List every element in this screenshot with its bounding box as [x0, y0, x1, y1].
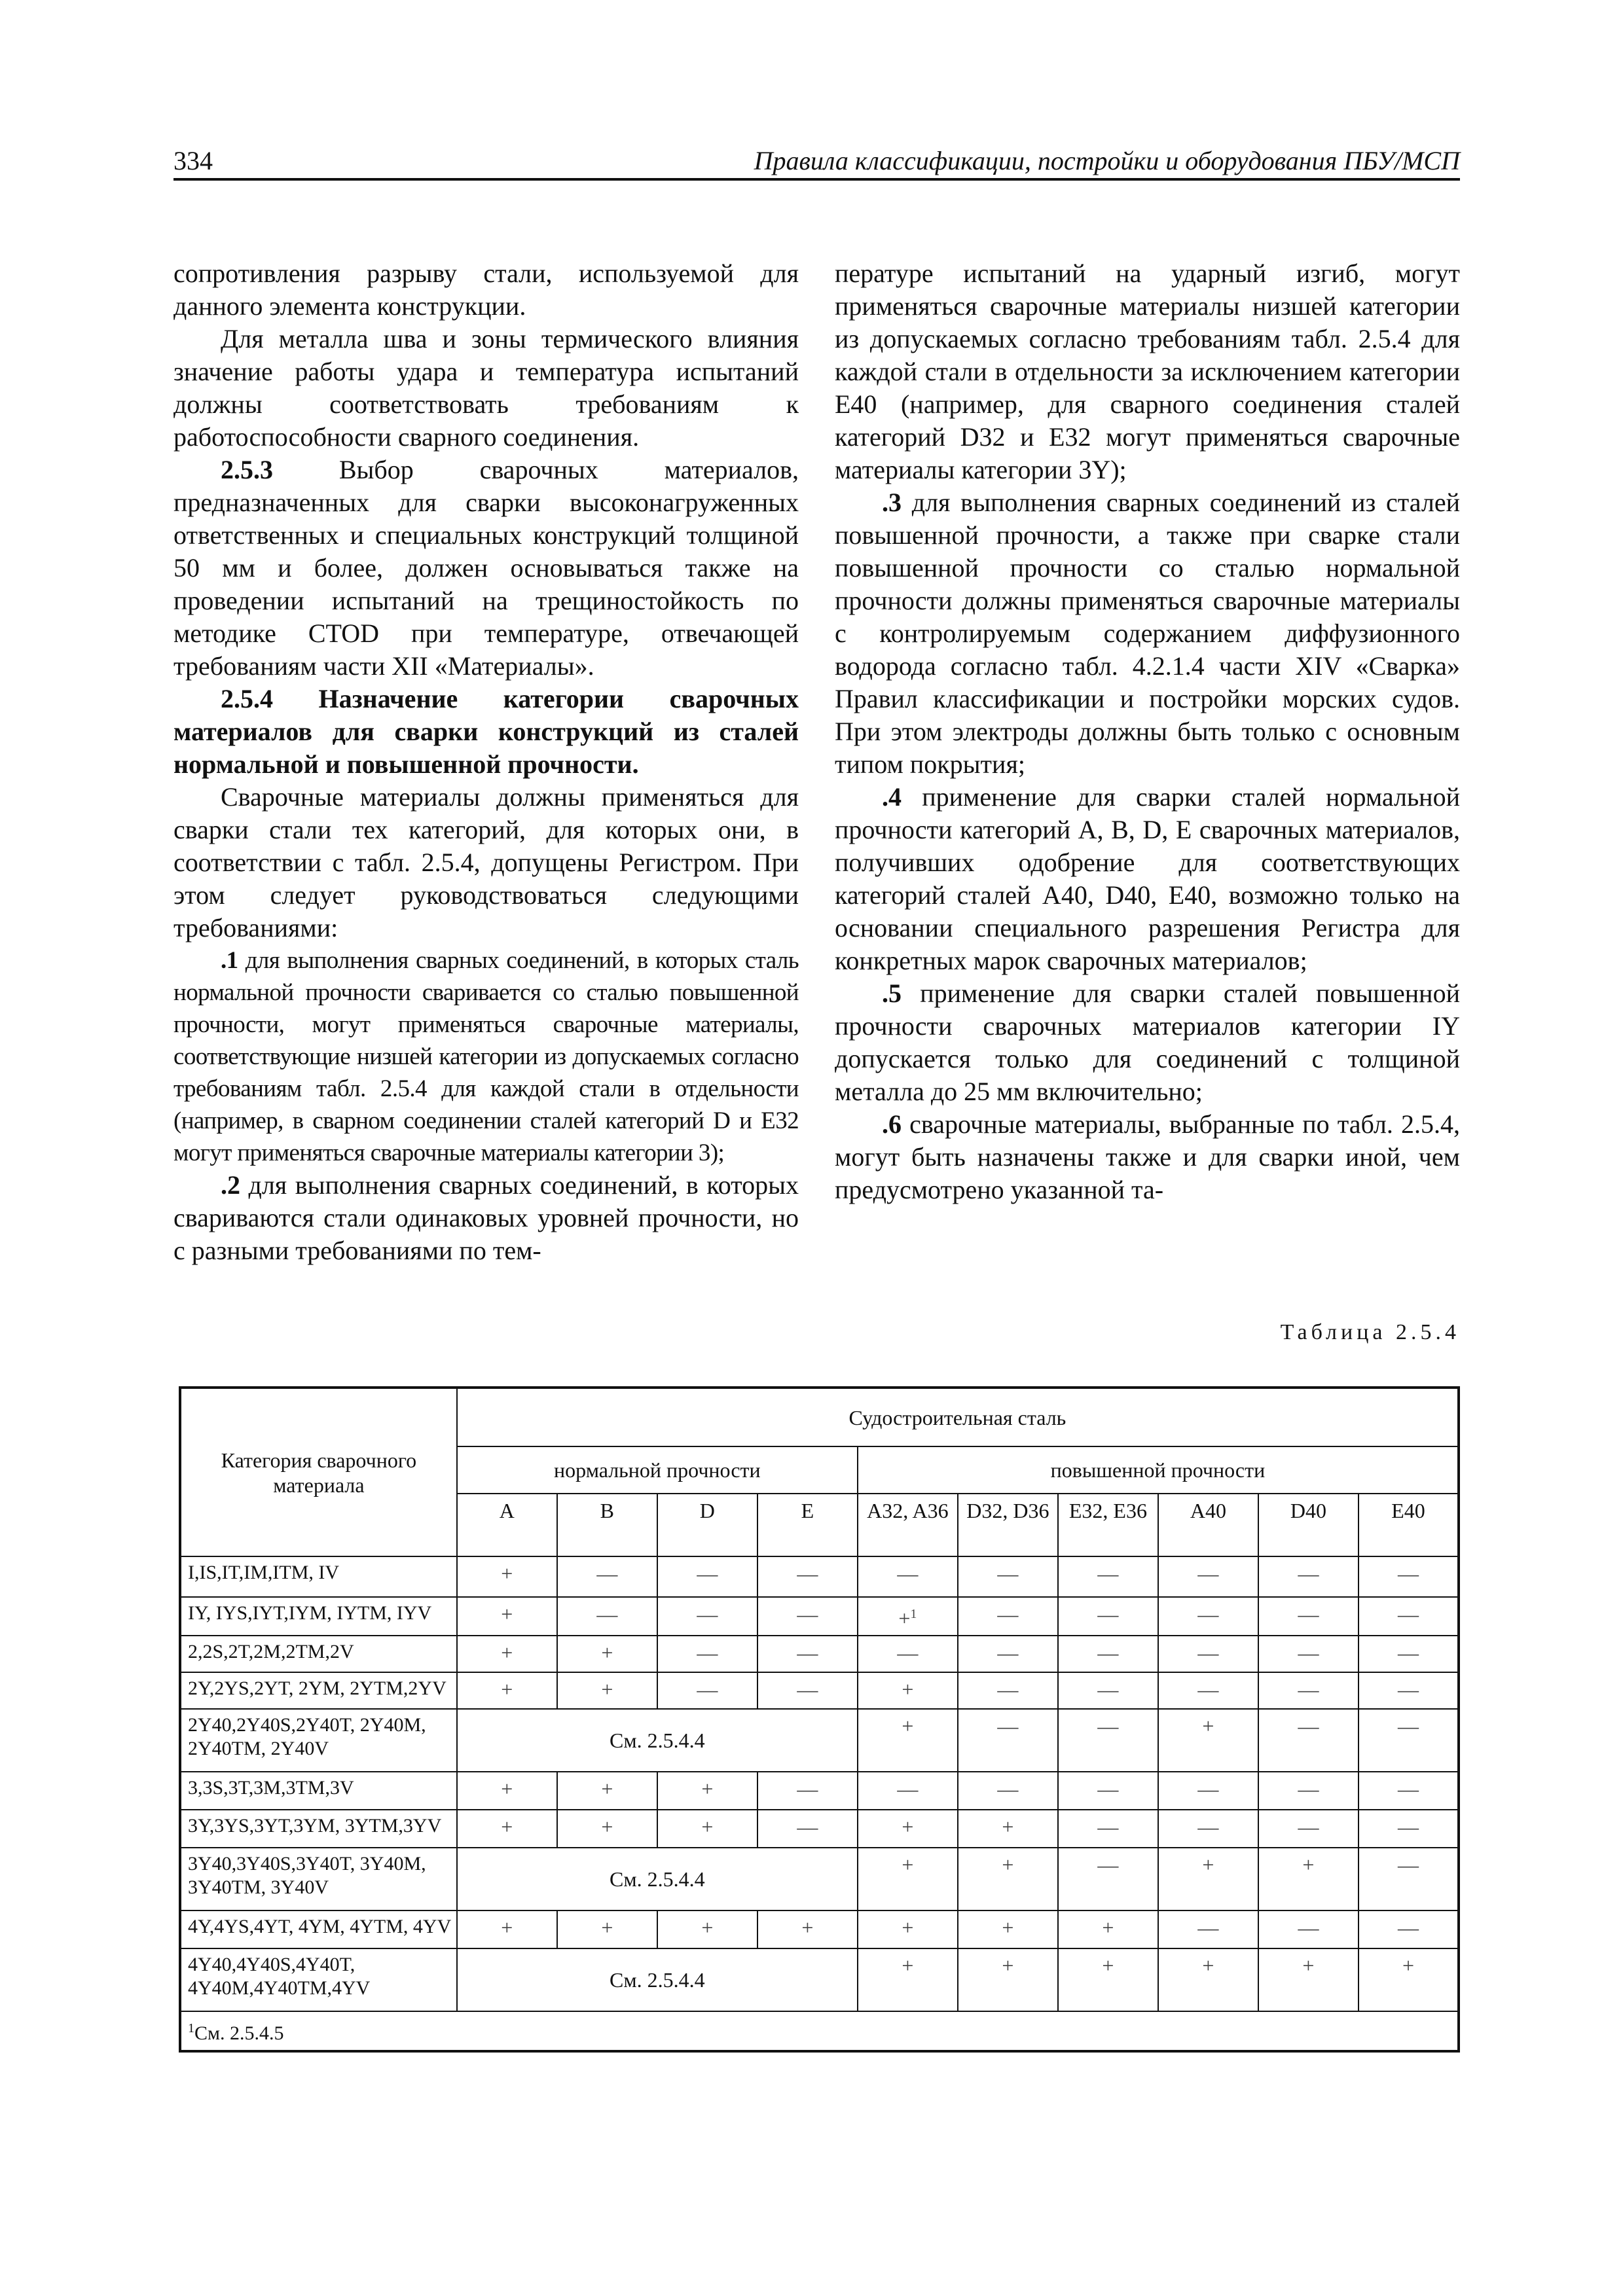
approval-cell: + — [858, 1810, 958, 1848]
group-header-shipbuilding-steel: Судостроительная сталь — [457, 1388, 1459, 1446]
approval-cell: — — [657, 1672, 757, 1709]
approval-cell: + — [858, 1910, 958, 1948]
approval-cell: — — [958, 1636, 1058, 1672]
approval-cell: — — [858, 1636, 958, 1672]
steel-column-header: E — [757, 1494, 858, 1556]
item-number: .2 — [221, 1170, 240, 1200]
table-row — [180, 1709, 1459, 1772]
paragraph-item-1: .1 для выполнения сварных соединений, в которых сталь нормальной прочности сваривается со сталью повышенной прочности, могут применяться сварочные материалы, соответствующие низшей категории из допускаемых согласно требованиям табл. 2.5.4 для каждой стали в отдельности (например, в сварном соединении сталей категорий D и E32 могут применяться сварочные материалы категории 3); — [173, 947, 799, 1166]
approval-cell: + — [757, 1910, 858, 1948]
paragraph: сопротивления разрыву стали, используемой для данного элемента конструкции. — [173, 259, 799, 321]
approval-cell: + — [457, 1672, 557, 1709]
item-number: .5 — [882, 978, 902, 1008]
footnote-mark: 1 — [910, 1607, 917, 1621]
approval-cell: — — [1359, 1848, 1459, 1910]
approval-cell: — — [1158, 1910, 1258, 1948]
approval-cell: — — [1058, 1636, 1158, 1672]
table-row — [180, 1948, 1459, 2011]
item-number: .4 — [882, 782, 902, 812]
approval-cell: — — [1258, 1910, 1359, 1948]
item-number: .3 — [882, 488, 902, 517]
approval-cell: + — [958, 1910, 1058, 1948]
approval-cell: — — [958, 1672, 1058, 1709]
approval-cell: + — [958, 1810, 1058, 1848]
paragraph-item-2: .2 для выполнения сварных соединений, в которых свариваются стали одинаковых уровней прочности, но с разными требованиями по тем- — [173, 1170, 799, 1265]
approval-cell: + — [657, 1810, 757, 1848]
group-header-normal-strength: нормальной прочности — [457, 1446, 858, 1494]
approval-cell: + — [657, 1910, 757, 1948]
approval-cell: — — [1359, 1772, 1459, 1810]
approval-cell: + — [958, 1848, 1058, 1910]
approval-cell: + — [1258, 1948, 1359, 2011]
approval-cell: — — [1359, 1636, 1459, 1672]
page-header — [173, 145, 1460, 179]
approval-cell: + — [858, 1948, 958, 2011]
approval-cell: — — [1258, 1597, 1359, 1636]
table-row — [180, 1772, 1459, 1810]
approval-cell: + — [457, 1810, 557, 1848]
approval-cell: — — [1359, 1672, 1459, 1709]
steel-column-header: E40 — [1359, 1494, 1459, 1556]
header-rule — [173, 178, 1460, 181]
column-header-category: Категория сварочного материала — [180, 1388, 457, 1556]
table-row — [180, 1810, 1459, 1848]
approval-cell: — — [557, 1556, 657, 1597]
steel-column-header: A40 — [1158, 1494, 1258, 1556]
approval-cell: — — [1058, 1772, 1158, 1810]
paragraph-item-6: .6 сварочные материалы, выбранные по табл. 2.5.4, могут быть назначены также и для сварки иной, чем предусмотрено указанной та- — [835, 1109, 1460, 1204]
approval-cell: — — [657, 1636, 757, 1672]
welding-category: IY, IYS,IYT,IYM, IYTM, IYV — [180, 1597, 457, 1636]
approval-cell: + — [457, 1910, 557, 1948]
welding-category: 3Y40,3Y40S,3Y40T, 3Y40M, 3Y40TM, 3Y40V — [180, 1848, 457, 1910]
table-row — [180, 1556, 1459, 1597]
approval-cell: + — [958, 1948, 1058, 2011]
approval-cell: + — [1058, 1948, 1158, 2011]
approval-cell: — — [657, 1556, 757, 1597]
approval-cell: — — [1359, 1597, 1459, 1636]
approval-cell: + — [457, 1772, 557, 1810]
approval-cell: + — [557, 1810, 657, 1848]
approval-cell: — — [958, 1597, 1058, 1636]
table-row — [180, 1597, 1459, 1636]
group-header-high-strength: повышенной прочности — [858, 1446, 1459, 1494]
approval-cell: + — [557, 1672, 657, 1709]
approval-cell: — — [1158, 1772, 1258, 1810]
welding-category: 2,2S,2T,2M,2TM,2V — [180, 1636, 457, 1672]
approval-cell: — — [1359, 1709, 1459, 1772]
welding-category: 3Y,3YS,3YT,3YM, 3YTM,3YV — [180, 1810, 457, 1848]
paragraph: Для металла шва и зоны термического влияния значение работы удара и температура испытаний должны соответствовать требованиям к работоспособности сварного соединения. — [173, 324, 799, 452]
approval-cell: — — [958, 1709, 1058, 1772]
approval-cell: + — [1258, 1848, 1359, 1910]
approval-cell: — — [1058, 1672, 1158, 1709]
approval-cell: — — [1258, 1636, 1359, 1672]
item-number: .1 — [221, 947, 238, 974]
see-reference: См. 2.5.4.4 — [457, 1948, 858, 2011]
approval-cell: — — [757, 1672, 858, 1709]
section-heading: 2.5.4 Назначение категории сварочных материалов для сварки конструкций из сталей нормальной и повышенной прочности. — [173, 684, 799, 779]
approval-cell: — — [1058, 1810, 1158, 1848]
approval-cell: — — [1158, 1810, 1258, 1848]
approval-cell: — — [757, 1597, 858, 1636]
paragraph: Сварочные материалы должны применяться для сварки стали тех категорий, для которых они, в соответствии с табл. 2.5.4, допущены Регистром. При этом следует руководствоваться следующими требованиями: — [173, 782, 799, 942]
item-number: .6 — [882, 1109, 902, 1139]
welding-category: 4Y40,4Y40S,4Y40T, 4Y40M,4Y40TM,4YV — [180, 1948, 457, 2011]
steel-column-header: A — [457, 1494, 557, 1556]
welding-category: 2Y40,2Y40S,2Y40T, 2Y40M, 2Y40TM, 2Y40V — [180, 1709, 457, 1772]
approval-cell: — — [1058, 1709, 1158, 1772]
approval-cell: — — [858, 1772, 958, 1810]
steel-column-header: D40 — [1258, 1494, 1359, 1556]
approval-cell: — — [1258, 1810, 1359, 1848]
clause-number: 2.5.3 — [221, 455, 273, 484]
paragraph-2-5-3: 2.5.3 Выбор сварочных материалов, предназначенных для сварки высоконагруженных ответственных и специальных конструкций толщиной 50 мм и более, должен основываться также на проведении испытаний на трещиностойкость по методике CTOD при температуре, отвечающей требованиям части XII «Материалы». — [173, 455, 799, 681]
approval-cell: — — [1058, 1848, 1158, 1910]
approval-cell: + — [557, 1636, 657, 1672]
steel-column-header: D — [657, 1494, 757, 1556]
approval-cell: — — [958, 1772, 1058, 1810]
paragraph-item-4: .4 применение для сварки сталей нормальной прочности категорий A, B, D, E сварочных материалов, получивших одобрение для соответствующих категорий сталей A40, D40, E40, возможно только на основании специального разрешения Регистра для конкретных марок сварочных материалов; — [835, 782, 1460, 975]
approval-cell: — — [757, 1772, 858, 1810]
approval-cell: — — [1158, 1672, 1258, 1709]
approval-cell: + — [858, 1848, 958, 1910]
welding-category: 4Y,4YS,4YT, 4YM, 4YTM, 4YV — [180, 1910, 457, 1948]
steel-column-header: B — [557, 1494, 657, 1556]
see-reference: См. 2.5.4.4 — [457, 1709, 858, 1772]
paragraph-item-5: .5 применение для сварки сталей повышенной прочности сварочных материалов категории IY допускается только для соединений с толщиной металла до 25 мм включительно; — [835, 978, 1460, 1106]
approval-cell: + — [557, 1772, 657, 1810]
table-row — [180, 1636, 1459, 1672]
approval-cell: + — [1158, 1709, 1258, 1772]
approval-cell: + — [1359, 1948, 1459, 2011]
right-column — [835, 257, 1460, 1206]
approval-cell: — — [1058, 1597, 1158, 1636]
approval-cell: — — [1359, 1910, 1459, 1948]
running-title: Правила классификации, постройки и оборудования ПБУ/МСП — [754, 146, 1460, 175]
welding-materials-table — [179, 1386, 1460, 2053]
approval-cell: — — [1258, 1672, 1359, 1709]
approval-cell: — — [1359, 1556, 1459, 1597]
welding-category: 3,3S,3T,3M,3TM,3V — [180, 1772, 457, 1810]
approval-cell: +$^1$ — [858, 1597, 958, 1636]
approval-cell: — — [1258, 1772, 1359, 1810]
paragraph-item-3: .3 для выполнения сварных соединений из сталей повышенной прочности, а также при сварке стали повышенной прочности со сталью нормальной прочности должны применяться сварочные материалы с контролируемым содержанием диффузионного водорода согласно табл. 4.2.1.4 части XIV «Сварка» Правил классификации и постройки морских судов. При этом электроды должны быть только с основным типом покрытия; — [835, 488, 1460, 779]
left-column — [173, 257, 799, 1267]
approval-cell: — — [757, 1636, 858, 1672]
approval-cell: — — [1158, 1597, 1258, 1636]
approval-cell: — — [557, 1597, 657, 1636]
approval-cell: — — [657, 1597, 757, 1636]
approval-cell: + — [858, 1672, 958, 1709]
table-row — [180, 1672, 1459, 1709]
approval-cell: — — [1158, 1556, 1258, 1597]
approval-cell: — — [1158, 1636, 1258, 1672]
approval-cell: + — [457, 1636, 557, 1672]
approval-cell: — — [1258, 1709, 1359, 1772]
approval-cell: + — [457, 1556, 557, 1597]
approval-cell: + — [1158, 1848, 1258, 1910]
steel-column-header: A32, A36 — [858, 1494, 958, 1556]
approval-cell: + — [557, 1910, 657, 1948]
approval-cell: + — [657, 1772, 757, 1810]
approval-cell: — — [1359, 1810, 1459, 1848]
paragraph: пературе испытаний на ударный изгиб, могут применяться сварочные материалы низшей категории из допускаемых согласно требованиям табл. 2.5.4 для каждой стали в отдельности за исключением категории E40 (например, для сварного соединения сталей категорий D32 и E32 могут применяться сварочные материалы категории 3Y); — [835, 259, 1460, 484]
approval-cell: — — [858, 1556, 958, 1597]
steel-column-header: E32, E36 — [1058, 1494, 1158, 1556]
welding-category: I,IS,IT,IM,ITM, IV — [180, 1556, 457, 1597]
approval-cell: + — [1158, 1948, 1258, 2011]
table-row — [180, 1848, 1459, 1910]
approval-cell: + — [858, 1709, 958, 1772]
approval-cell: — — [1058, 1556, 1158, 1597]
approval-cell: + — [457, 1597, 557, 1636]
approval-cell: + — [1058, 1910, 1158, 1948]
approval-cell: — — [757, 1810, 858, 1848]
steel-column-header: D32, D36 — [958, 1494, 1058, 1556]
table-caption: Таблица 2.5.4 — [1280, 1320, 1460, 1344]
see-reference: См. 2.5.4.4 — [457, 1848, 858, 1910]
approval-cell: — — [757, 1556, 858, 1597]
table-footnote: $^1$См. 2.5.4.5 — [180, 2011, 1459, 2051]
welding-category: 2Y,2YS,2YT, 2YM, 2YTM,2YV — [180, 1672, 457, 1709]
approval-cell: — — [1258, 1556, 1359, 1597]
page-number: 334 — [173, 146, 213, 175]
table-row — [180, 1910, 1459, 1948]
approval-cell: — — [958, 1556, 1058, 1597]
footnote-row — [180, 2011, 1459, 2051]
